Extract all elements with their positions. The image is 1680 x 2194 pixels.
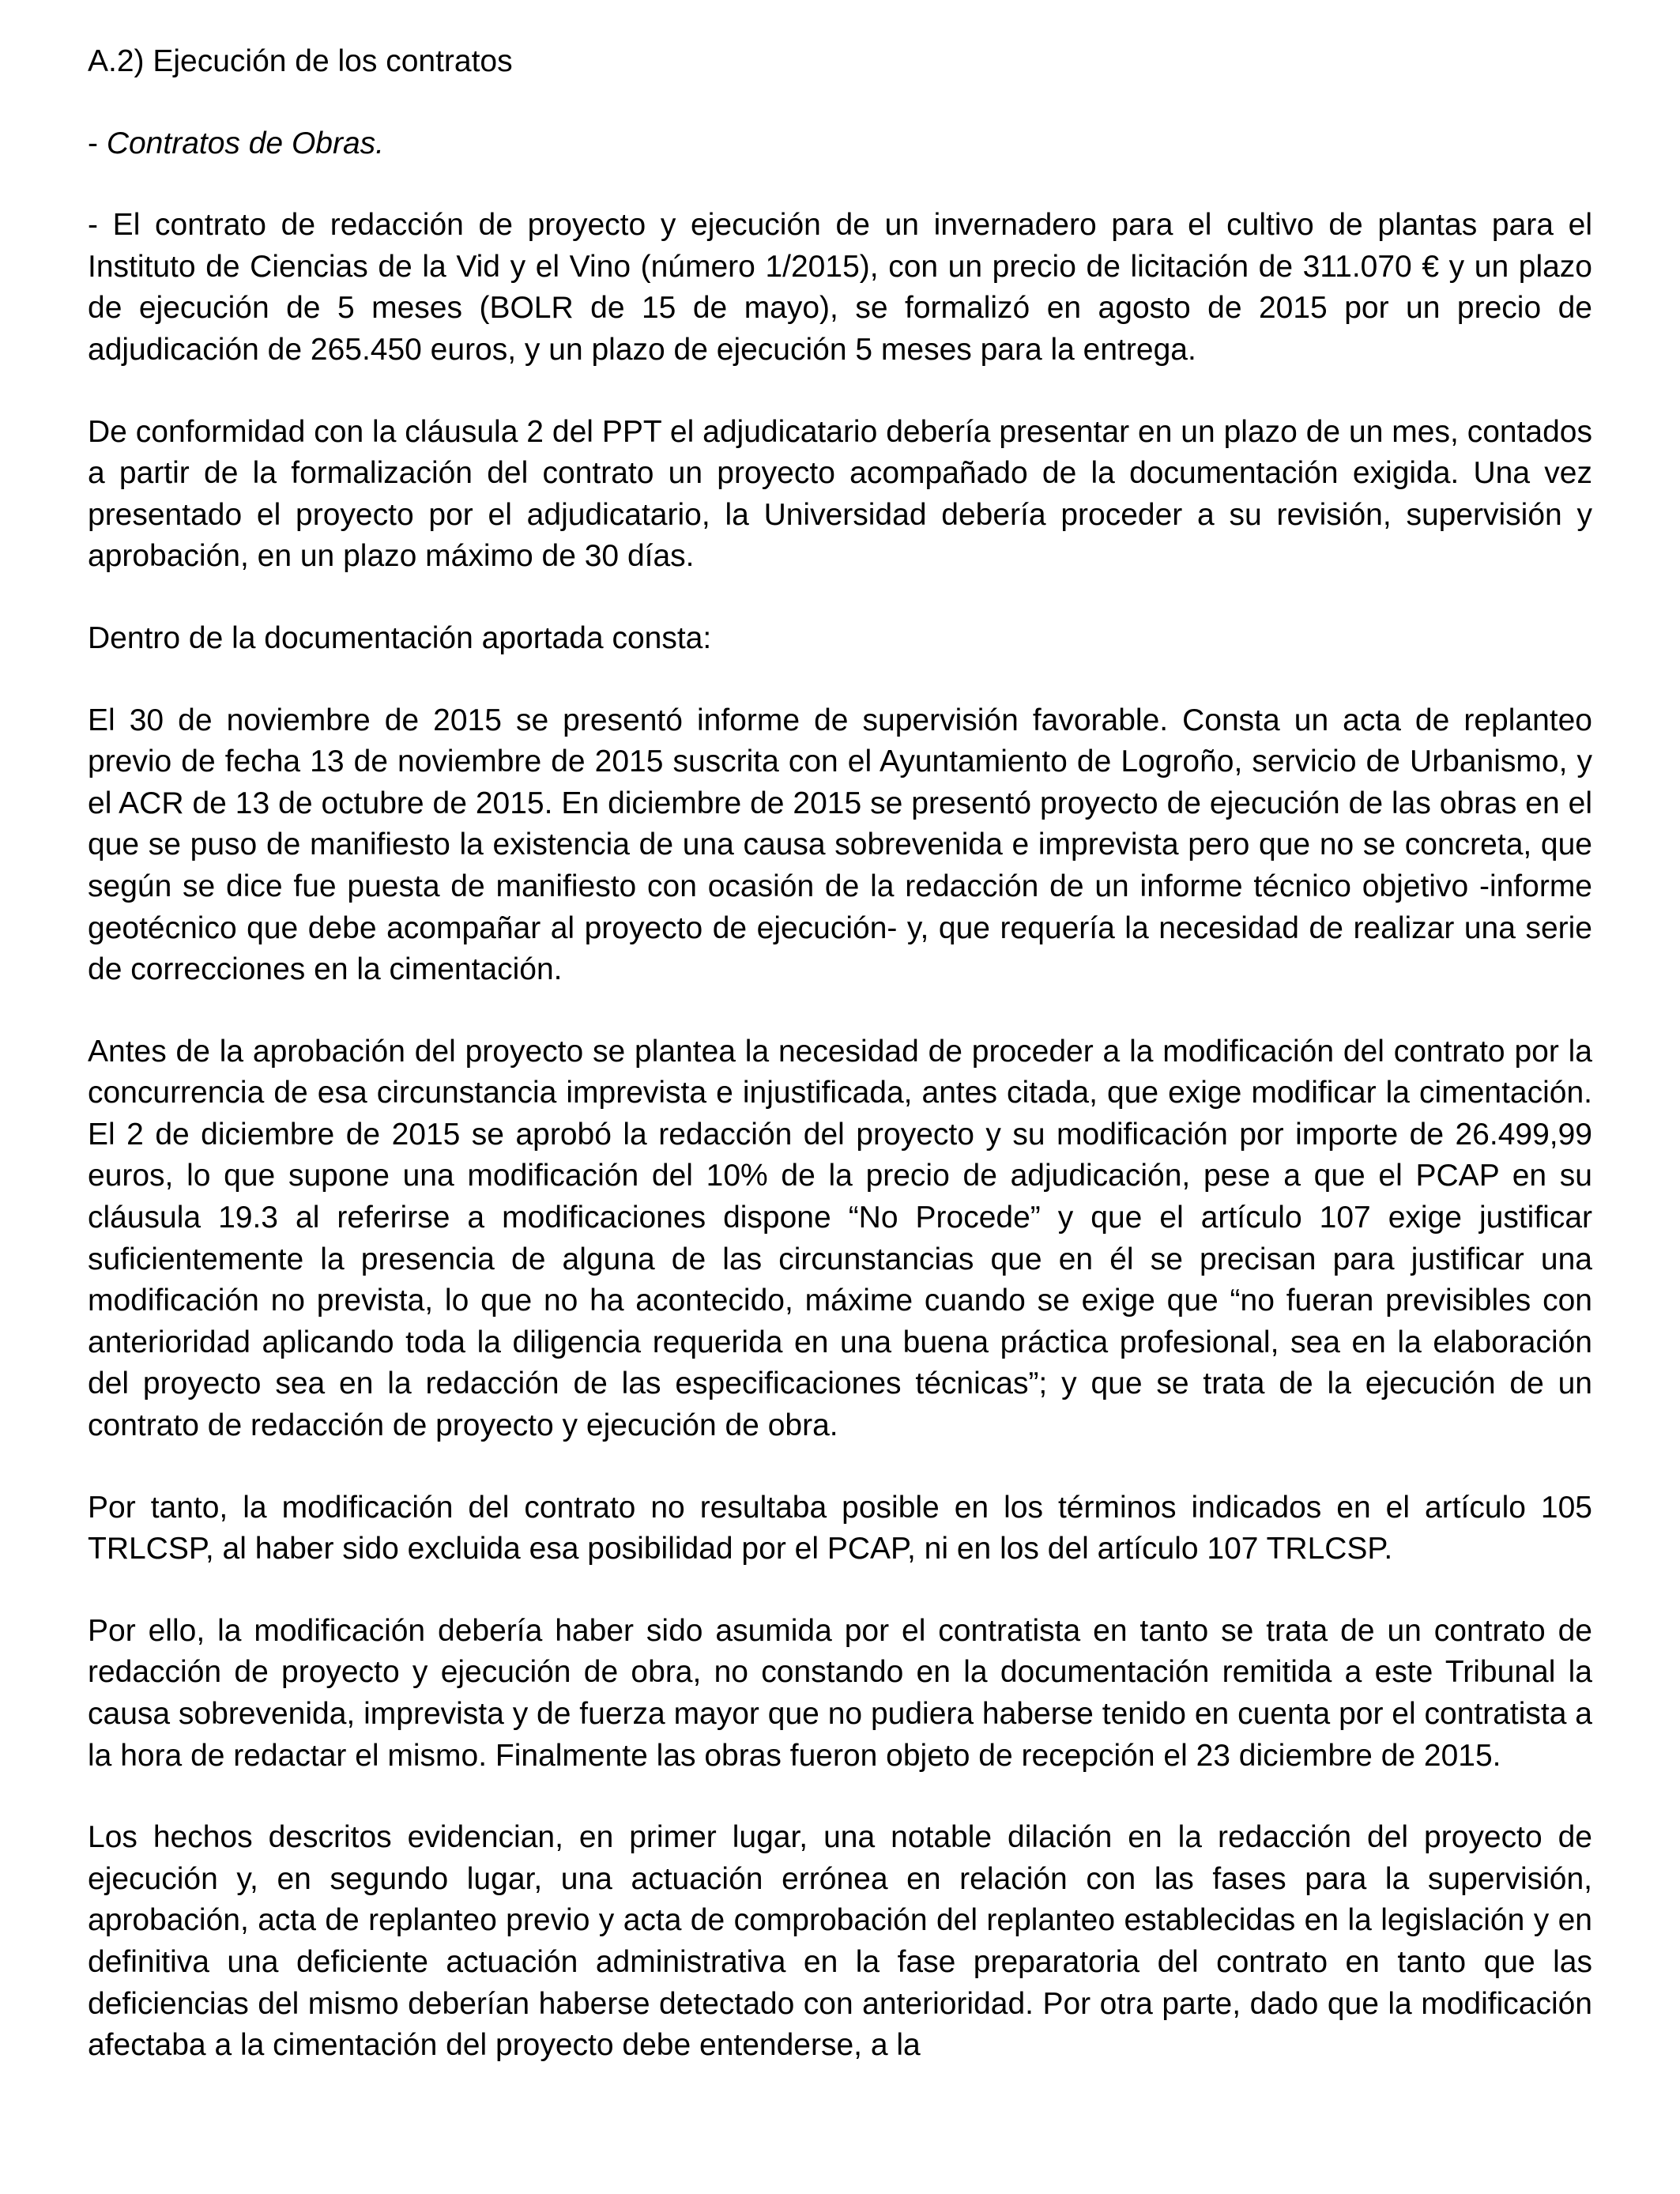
document-page — [88, 41, 1592, 2067]
spacer — [88, 1447, 1592, 1487]
paragraph-findings: Los hechos descritos evidencian, en primer lugar, una notable dilación en la redacción del proyecto de ejecución y, en segundo lugar, una actuación errónea en relación con las fases para la supervisión, aprobación, acta de replanteo previo y acta de comprobación del replanteo establecidas en la legislación y en definitiva una deficiente actuación administrativa en la fase preparatoria del contrato en tanto que las deficiencias del mismo deberían haberse detectado con anterioridad. Por otra parte, dado que la modificación afectaba a la cimentación del proyecto debe entenderse, a la — [88, 1820, 1592, 2063]
subheading-prefix: - — [88, 126, 107, 160]
spacer — [88, 164, 1592, 205]
spacer — [88, 578, 1592, 618]
paragraph-contractor-responsibility: Por ello, la modificación debería haber sido asumida por el contratista en tanto se trata de un contrato de redacción de proyecto y ejecución de obra, no constando en la documentación remitida a este Tribunal la causa sobrevenida, imprevista y de fuerza mayor que no pudiera haberse tenido en cuenta por el contratista a la hora de redactar el mismo. Finalmente las obras fueron objeto de recepción el 23 diciembre de 2015. — [88, 1613, 1592, 1773]
section-heading: A.2) Ejecución de los contratos — [88, 44, 513, 78]
spacer — [88, 371, 1592, 412]
paragraph-contract-summary: - El contrato de redacción de proyecto y ejecución de un invernadero para el cultivo de plantas para el Instituto de Ciencias de la Vid y el Vino (número 1/2015), con un precio de licitación de 311.070 € y un plazo de ejecución de 5 meses (BOLR de 15 de mayo), se formalizó en agosto de 2015 por un precio de adjudicación de 265.450 euros, y un plazo de ejecución 5 meses para la entrega. — [88, 208, 1592, 367]
spacer — [88, 660, 1592, 700]
subheading-title: Contratos de Obras. — [106, 126, 384, 160]
paragraph-documentation-intro: Dentro de la documentación aportada consta: — [88, 620, 712, 655]
spacer — [88, 83, 1592, 123]
paragraph-ppt-clause: De conformidad con la cláusula 2 del PPT el adjudicatario debería presentar en un plazo de un mes, contados a partir de la formalización del contrato un proyecto acompañado de la documentación exigida. Una vez presentado el proyecto por el adjudicatario, la Universidad debería proceder a su revisión, supervisión y aprobación, en un plazo máximo de 30 días. — [88, 414, 1592, 574]
paragraph-supervision-report: El 30 de noviembre de 2015 se presentó informe de supervisión favorable. Consta un acta de replanteo previo de fecha 13 de noviembre de 2015 suscrita con el Ayuntamiento de Logroño, servicio de Urbanismo, y el ACR de 13 de octubre de 2015. En diciembre de 2015 se presentó proyecto de ejecución de las obras en el que se puso de manifiesto la existencia de una causa sobrevenida e imprevista pero que no se concreta, que según se dice fue puesta de manifiesto con ocasión de la redacción de un informe técnico objetivo -informe geotécnico que debe acompañar al proyecto de ejecución- y, que requería la necesidad de realizar una serie de correcciones en la cimentación. — [88, 703, 1592, 987]
spacer — [88, 1777, 1592, 1817]
paragraph-modification: Antes de la aprobación del proyecto se plantea la necesidad de proceder a la modificación del contrato por la concurrencia de esa circunstancia imprevista e injustificada, antes citada, que exige modificar la cimentación. El 2 de diciembre de 2015 se aprobó la redacción del proyecto y su modificación por importe de 26.499,99 euros, lo que supone una modificación del 10% de la precio de adjudicación, pese a que el PCAP en su cláusula 19.3 al referirse a modificaciones dispone “No Procede” y que el artículo 107 exige justificar suficientemente la presencia de alguna de las circunstancias que en él se precisan para justificar una modificación no prevista, lo que no ha acontecido, máxime cuando se exige que “no fueran previsibles con anterioridad aplicando toda la diligencia requerida en una buena práctica profesional, sea en la elaboración del proyecto sea en la redacción de las especificaciones técnicas”; y que se trata de la ejecución de un contrato de redacción de proyecto y ejecución de obra. — [88, 1034, 1592, 1443]
spacer — [88, 991, 1592, 1031]
paragraph-conclusion: Por tanto, la modificación del contrato no resultaba posible en los términos indicados en el artículo 105 TRLCSP, al haber sido excluida esa posibilidad por el PCAP, ni en los del artículo 107 TRLCSP. — [88, 1490, 1592, 1566]
subheading — [88, 123, 1592, 165]
spacer — [88, 1570, 1592, 1611]
